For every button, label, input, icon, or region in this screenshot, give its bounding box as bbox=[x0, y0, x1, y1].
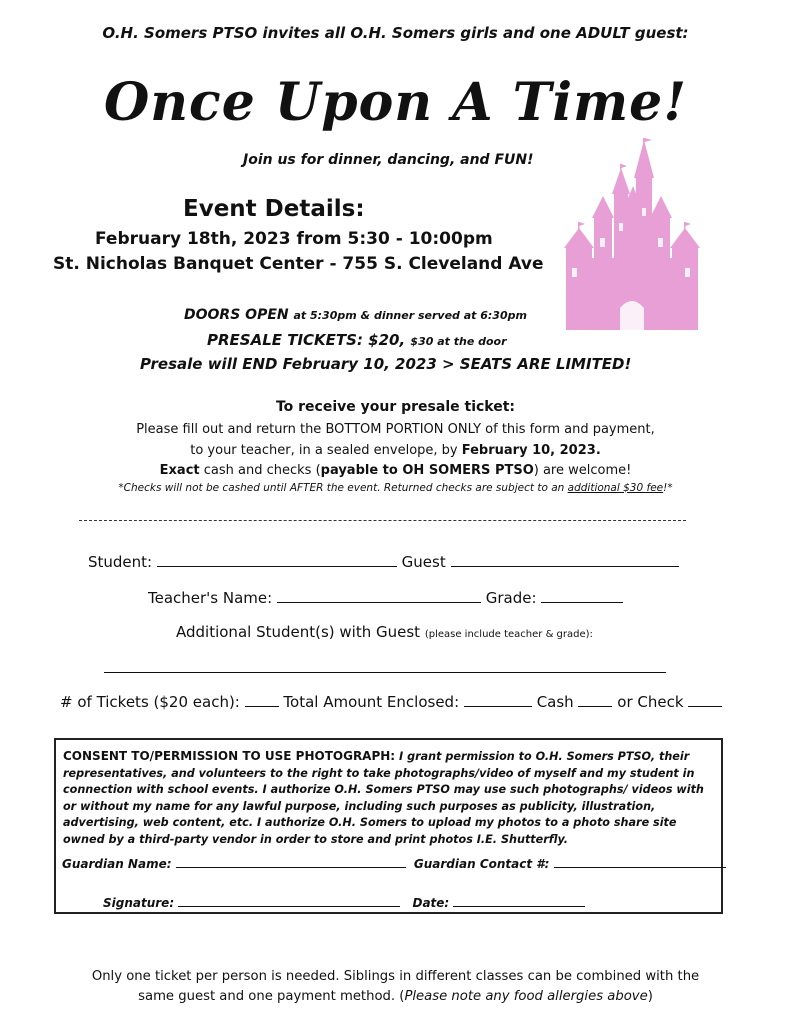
presale-line bbox=[207, 331, 507, 349]
event-details-heading: Event Details: bbox=[183, 196, 365, 222]
cut-line bbox=[79, 520, 686, 521]
doors-open-line bbox=[184, 307, 527, 323]
teacher-input[interactable] bbox=[277, 588, 481, 603]
footer-line-1: Only one ticket per person is needed. Siblings in different classes can be combined with the bbox=[91, 969, 700, 984]
guest-input[interactable] bbox=[451, 552, 679, 567]
castle-illustration bbox=[562, 138, 702, 332]
grade-label: Grade: bbox=[485, 589, 537, 607]
consent-body: I grant permission to O.H. Somers PTSO, their representatives, and volunteers to the right to take photographs/video of myself and my student in connection with school events. I authorize O.H. Somers PTSO may use such photographs/ videos with or without my name for any lawful purpose, including such purposes as publicity, illustration, advertising, web content, etc. I authorize O.H. Somers to upload my photos to a photo share site owned by a third-party vendor in order to store and print photos I.E. Shutterfly. bbox=[63, 750, 704, 846]
total-input[interactable] bbox=[464, 692, 532, 707]
door-price: $30 at the door bbox=[410, 335, 507, 348]
checks-note bbox=[0, 482, 791, 494]
student-guest-row bbox=[88, 552, 679, 571]
check-input[interactable] bbox=[688, 692, 722, 707]
additional-student-input[interactable] bbox=[104, 672, 666, 673]
footer-line-2 bbox=[0, 987, 791, 1007]
event-location: St. Nicholas Banquet Center - 755 S. Cleveland Ave bbox=[53, 254, 544, 274]
food-allergy-note: Please note any food allergies above bbox=[404, 989, 648, 1004]
doors-open-label: DOORS OPEN bbox=[184, 307, 289, 323]
exact-word: Exact bbox=[159, 463, 200, 478]
event-date-time: February 18th, 2023 from 5:30 - 10:00pm bbox=[95, 229, 493, 249]
guardian-name-input[interactable] bbox=[176, 853, 406, 868]
instructions-line-3 bbox=[0, 463, 791, 478]
check-label: or Check bbox=[617, 693, 684, 711]
student-label: Student: bbox=[88, 553, 153, 571]
payment-row bbox=[60, 692, 722, 711]
presale-price: PRESALE TICKETS: $20, bbox=[207, 331, 406, 349]
doors-open-detail: at 5:30pm & dinner served at 6:30pm bbox=[293, 309, 527, 322]
guardian-name-label: Guardian Name: bbox=[62, 857, 172, 871]
tagline: Join us for dinner, dancing, and FUN! bbox=[243, 152, 534, 168]
tickets-input[interactable] bbox=[245, 692, 279, 707]
footer-line-2-text: same guest and one payment method. ( bbox=[138, 989, 405, 1004]
cash-label: Cash bbox=[536, 693, 574, 711]
grade-input[interactable] bbox=[541, 588, 623, 603]
cash-input[interactable] bbox=[578, 692, 612, 707]
teacher-grade-row bbox=[148, 588, 623, 607]
event-title: Once Upon A Time! bbox=[103, 72, 688, 133]
consent-heading: CONSENT TO/PERMISSION TO USE PHOTOGRAPH: bbox=[63, 749, 396, 763]
signature-label: Signature: bbox=[103, 896, 175, 910]
footer-note bbox=[0, 967, 791, 1007]
tickets-label: # of Tickets ($20 each): bbox=[60, 693, 240, 711]
signature-input[interactable] bbox=[178, 892, 400, 907]
additional-label: Additional Student(s) with Guest bbox=[176, 623, 425, 641]
total-label: Total Amount Enclosed: bbox=[283, 693, 460, 711]
instructions-line-2 bbox=[0, 443, 791, 458]
teacher-label: Teacher's Name: bbox=[148, 589, 273, 607]
invite-line: O.H. Somers PTSO invites all O.H. Somers girls and one ADULT guest: bbox=[102, 24, 689, 42]
instructions-line-1: Please fill out and return the BOTTOM PORTION ONLY of this form and payment, bbox=[136, 422, 655, 437]
footer-line-2-end: ) bbox=[647, 989, 653, 1004]
presale-end-line: Presale will END February 10, 2023 > SEATS ARE LIMITED! bbox=[140, 355, 632, 373]
consent-box bbox=[54, 738, 723, 914]
date-label: Date: bbox=[412, 896, 450, 910]
payable-to: payable to OH SOMERS PTSO bbox=[320, 463, 534, 478]
instructions-line-3-text: cash and checks ( bbox=[199, 463, 321, 478]
additional-student-row bbox=[176, 623, 593, 641]
guest-label: Guest bbox=[401, 553, 446, 571]
guardian-contact-input[interactable] bbox=[554, 853, 726, 868]
instructions-heading: To receive your presale ticket: bbox=[275, 399, 516, 415]
instructions-line-2-text: to your teacher, in a sealed envelope, by bbox=[190, 443, 462, 458]
checks-note-end: !* bbox=[663, 482, 673, 494]
guardian-contact-label: Guardian Contact #: bbox=[413, 857, 550, 871]
consent-text bbox=[63, 748, 715, 849]
checks-note-fee: additional $30 fee bbox=[567, 482, 664, 494]
guardian-row bbox=[62, 853, 726, 871]
date-input[interactable] bbox=[453, 892, 585, 907]
instructions-line-3-end: ) are welcome! bbox=[533, 463, 632, 478]
instructions-deadline: February 10, 2023. bbox=[461, 443, 601, 458]
additional-note: (please include teacher & grade): bbox=[424, 629, 593, 640]
signature-row bbox=[103, 892, 585, 910]
checks-note-text: *Checks will not be cashed until AFTER the event. Returned checks are subject to an bbox=[118, 482, 568, 494]
student-input[interactable] bbox=[157, 552, 397, 567]
